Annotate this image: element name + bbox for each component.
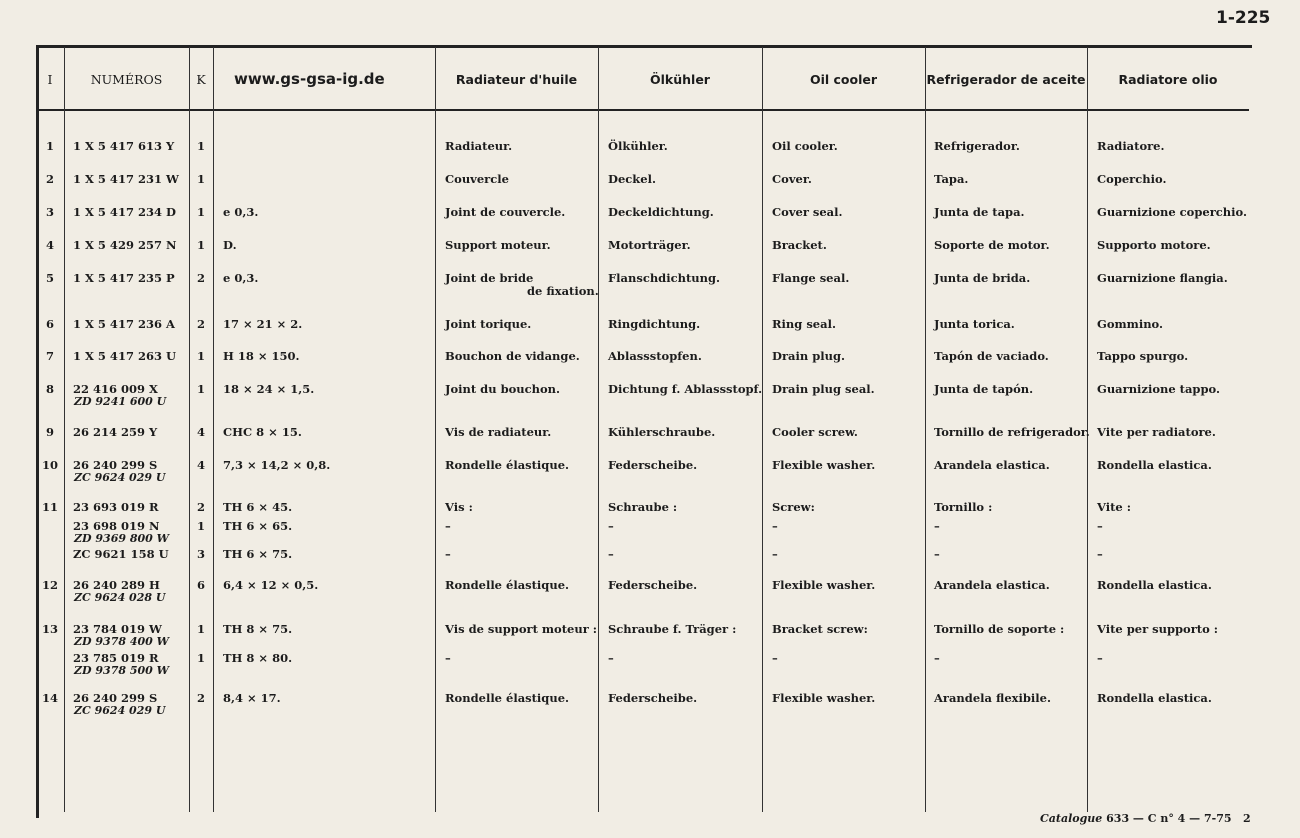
header-divider (36, 109, 1249, 111)
row-index: 5 (45, 271, 54, 285)
description-german: – (608, 651, 614, 665)
part-number: 26 240 299 S (73, 458, 158, 472)
row-dimensions: TH 6 × 75. (223, 547, 293, 561)
description-german: Ringdichtung. (608, 317, 701, 331)
row-quantity: 1 (196, 622, 205, 636)
part-number: 23 698 019 N (73, 519, 160, 533)
description-french: Vis de radiateur. (445, 425, 552, 439)
row-quantity: 2 (196, 691, 205, 705)
description-french: Vis de support moteur : (445, 622, 598, 636)
part-number: 1 X 5 417 613 Y (73, 139, 175, 153)
description-english: Oil cooler. (772, 139, 838, 153)
description-english: Drain plug. (772, 349, 846, 363)
row-index: 3 (45, 205, 54, 219)
part-number: 1 X 5 417 235 P (73, 271, 175, 285)
row-index: 10 (41, 458, 58, 472)
row-index: 8 (45, 382, 54, 396)
column-divider (213, 47, 214, 812)
header-italian: Radiatore olio (1118, 72, 1218, 87)
row-dimensions: 7,3 × 14,2 × 0,8. (223, 458, 331, 472)
description-spanish: Tapa. (934, 172, 969, 186)
description-spanish: Arandela elastica. (934, 458, 1050, 472)
row-index: 1 (45, 139, 54, 153)
part-number: 23 785 019 R (73, 651, 159, 665)
description-english: Screw: (772, 500, 815, 514)
description-french: Couvercle (445, 172, 509, 186)
description-french: Rondelle élastique. (445, 578, 570, 592)
part-number: 1 X 5 429 257 N (73, 238, 177, 252)
description-french-continued: de fixation. (527, 284, 599, 298)
description-spanish: Arandela elastica. (934, 578, 1050, 592)
description-spanish: Refrigerador. (934, 139, 1020, 153)
header-spanish: Refrigerador de aceite (926, 72, 1086, 87)
header-german: Ölkühler (650, 72, 710, 87)
header-index: I (47, 72, 53, 87)
description-spanish: – (934, 519, 940, 533)
description-spanish: Soporte de motor. (934, 238, 1050, 252)
description-english: Bracket screw: (772, 622, 868, 636)
description-spanish: Junta de brida. (934, 271, 1031, 285)
column-divider (435, 47, 436, 812)
description-italian: Tappo spurgo. (1097, 349, 1189, 363)
row-dimensions: CHC 8 × 15. (223, 425, 302, 439)
description-italian: Vite per radiatore. (1097, 425, 1216, 439)
description-english: – (772, 651, 778, 665)
row-index: 9 (45, 425, 54, 439)
description-german: Ablassstopfen. (608, 349, 702, 363)
page-number: 1-225 (1216, 8, 1271, 28)
description-english: Flexible washer. (772, 578, 876, 592)
row-dimensions: 8,4 × 17. (223, 691, 281, 705)
row-dimensions: 6,4 × 12 × 0,5. (223, 578, 319, 592)
row-dimensions: e 0,3. (223, 271, 259, 285)
row-quantity: 4 (196, 425, 205, 439)
description-italian: Vite per supporto : (1097, 622, 1219, 636)
description-italian: Guarnizione tappo. (1097, 382, 1220, 396)
row-quantity: 4 (196, 458, 205, 472)
column-divider (925, 47, 926, 812)
description-spanish: Tornillo de soporte : (934, 622, 1065, 636)
row-dimensions: TH 8 × 80. (223, 651, 293, 665)
row-quantity: 1 (196, 172, 205, 186)
description-german: – (608, 519, 614, 533)
description-german: – (608, 547, 614, 561)
description-french: Vis : (445, 500, 473, 514)
row-dimensions: e 0,3. (223, 205, 259, 219)
row-index: 2 (45, 172, 54, 186)
description-german: Schraube : (608, 500, 678, 514)
part-number-alt: ZD 9378 400 W (74, 635, 169, 648)
header-numeros: NUMÉROS (90, 72, 163, 87)
row-dimensions: TH 8 × 75. (223, 622, 293, 636)
part-number: 1 X 5 417 234 D (73, 205, 176, 219)
description-french: Bouchon de vidange. (445, 349, 580, 363)
part-number: 1 X 5 417 263 U (73, 349, 176, 363)
row-quantity: 3 (196, 547, 205, 561)
description-italian: Rondella elastica. (1097, 691, 1212, 705)
description-italian: Vite : (1097, 500, 1131, 514)
row-dimensions: H 18 × 150. (223, 349, 300, 363)
description-italian: Rondella elastica. (1097, 458, 1212, 472)
description-italian: Guarnizione coperchio. (1097, 205, 1247, 219)
row-index: 7 (45, 349, 54, 363)
row-quantity: 1 (196, 139, 205, 153)
description-spanish: – (934, 651, 940, 665)
part-number: 23 693 019 R (73, 500, 159, 514)
description-german: Federscheibe. (608, 458, 698, 472)
description-german: Kühlerschraube. (608, 425, 716, 439)
description-italian: – (1097, 519, 1103, 533)
description-french: Joint de bride (445, 271, 534, 285)
description-spanish: Tapón de vaciado. (934, 349, 1049, 363)
row-index: 14 (41, 691, 58, 705)
description-french: Rondelle élastique. (445, 458, 570, 472)
description-italian: – (1097, 547, 1103, 561)
description-english: Drain plug seal. (772, 382, 875, 396)
catalogue-word: Catalogue (1040, 812, 1103, 825)
part-number: 26 214 259 Y (73, 425, 158, 439)
description-italian: Guarnizione flangia. (1097, 271, 1228, 285)
row-index: 11 (41, 500, 58, 514)
description-english: – (772, 547, 778, 561)
description-french: – (445, 547, 451, 561)
description-spanish: – (934, 547, 940, 561)
row-index: 12 (41, 578, 58, 592)
part-number-alt: ZC 9624 029 U (74, 471, 166, 484)
description-english: Flange seal. (772, 271, 850, 285)
description-french: Joint du bouchon. (445, 382, 561, 396)
description-english: Flexible washer. (772, 458, 876, 472)
row-quantity: 2 (196, 317, 205, 331)
description-french: Support moteur. (445, 238, 551, 252)
description-german: Schraube f. Träger : (608, 622, 737, 636)
column-divider (598, 47, 599, 812)
header-english: Oil cooler (809, 72, 878, 87)
description-italian: Rondella elastica. (1097, 578, 1212, 592)
description-italian: Coperchio. (1097, 172, 1167, 186)
row-quantity: 1 (196, 651, 205, 665)
row-quantity: 1 (196, 205, 205, 219)
row-dimensions: 18 × 24 × 1,5. (223, 382, 315, 396)
description-spanish: Tornillo de refrigerador. (934, 425, 1090, 439)
description-english: Bracket. (772, 238, 827, 252)
row-quantity: 2 (196, 271, 205, 285)
row-dimensions: 17 × 21 × 2. (223, 317, 303, 331)
part-number-alt: ZD 9369 800 W (74, 532, 169, 545)
header-french: Radiateur d'huile (455, 72, 578, 87)
description-english: Flexible washer. (772, 691, 876, 705)
description-french: Joint de couvercle. (445, 205, 566, 219)
description-french: Joint torique. (445, 317, 532, 331)
description-italian: Gommino. (1097, 317, 1164, 331)
description-german: Federscheibe. (608, 578, 698, 592)
row-index: 4 (45, 238, 54, 252)
footer-page-number: 2 (1243, 812, 1251, 825)
part-number: 22 416 009 X (73, 382, 158, 396)
row-quantity: 1 (196, 382, 205, 396)
description-french: – (445, 651, 451, 665)
part-number-alt: ZD 9378 500 W (74, 664, 169, 677)
description-spanish: Junta de tapa. (934, 205, 1025, 219)
part-number: 26 240 289 H (73, 578, 160, 592)
website-watermark: www.gs-gsa-ig.de (234, 70, 385, 88)
row-quantity: 2 (196, 500, 205, 514)
description-french: – (445, 519, 451, 533)
part-number-alt: ZD 9241 600 U (74, 395, 167, 408)
description-german: Deckel. (608, 172, 656, 186)
description-spanish: Junta de tapón. (934, 382, 1034, 396)
column-divider (64, 47, 65, 812)
part-number: ZC 9621 158 U (73, 547, 169, 561)
description-italian: – (1097, 651, 1103, 665)
row-dimensions: TH 6 × 45. (223, 500, 293, 514)
description-english: Cooler screw. (772, 425, 858, 439)
description-spanish: Junta torica. (934, 317, 1015, 331)
part-number-alt: ZC 9624 028 U (74, 591, 166, 604)
description-spanish: Arandela flexibile. (934, 691, 1051, 705)
description-spanish: Tornillo : (934, 500, 993, 514)
header-quantity: K (196, 72, 206, 87)
description-german: Dichtung f. Ablassstopf. (608, 382, 763, 396)
description-french: Rondelle élastique. (445, 691, 570, 705)
catalogue-reference: 633 — C n° 4 — 7-75 (1106, 812, 1232, 825)
description-german: Flanschdichtung. (608, 271, 721, 285)
part-number: 1 X 5 417 236 A (73, 317, 175, 331)
row-index: 6 (45, 317, 54, 331)
row-index: 13 (41, 622, 58, 636)
row-quantity: 1 (196, 238, 205, 252)
description-english: – (772, 519, 778, 533)
column-divider (762, 47, 763, 812)
description-english: Cover. (772, 172, 812, 186)
description-italian: Radiatore. (1097, 139, 1165, 153)
part-number: 23 784 019 W (73, 622, 162, 636)
row-quantity: 1 (196, 519, 205, 533)
description-german: Ölkühler. (608, 139, 668, 153)
part-number: 1 X 5 417 231 W (73, 172, 179, 186)
row-dimensions: TH 6 × 65. (223, 519, 293, 533)
row-quantity: 1 (196, 349, 205, 363)
part-number-alt: ZC 9624 029 U (74, 704, 166, 717)
row-dimensions: D. (223, 238, 237, 252)
description-italian: Supporto motore. (1097, 238, 1211, 252)
row-quantity: 6 (196, 578, 205, 592)
catalogue-footer (1040, 812, 1232, 825)
description-german: Federscheibe. (608, 691, 698, 705)
description-german: Deckeldichtung. (608, 205, 714, 219)
description-french: Radiateur. (445, 139, 513, 153)
description-english: Cover seal. (772, 205, 843, 219)
description-english: Ring seal. (772, 317, 836, 331)
part-number: 26 240 299 S (73, 691, 158, 705)
description-german: Motorträger. (608, 238, 691, 252)
